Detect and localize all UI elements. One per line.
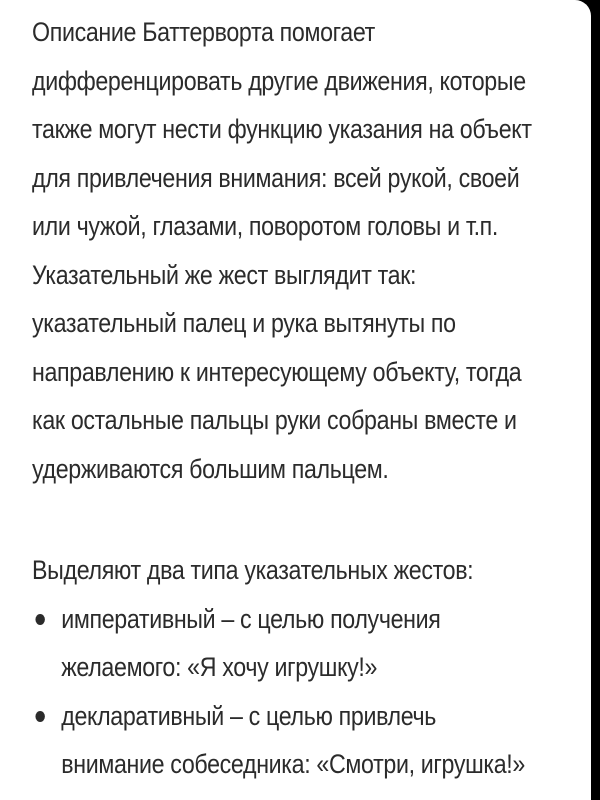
bullet-icon — [35, 711, 44, 722]
paragraph-spacer — [32, 493, 591, 546]
text-line: направлению к интересующему объекту, тогда — [32, 356, 522, 387]
text-line: или чужой, глазами, поворотом головы и т.п. — [32, 211, 499, 241]
paragraph-gesture-types — [32, 546, 565, 789]
text-line: Указательный же жест выглядит так: — [32, 259, 417, 290]
bullet-icon — [35, 614, 44, 625]
text-line: указательный палец и рука вытянуты по — [32, 308, 456, 338]
list-item-line: декларативный – с целью привлечь — [61, 700, 437, 731]
list-item-line: желаемого: «Я хочу игрушку!» — [61, 652, 378, 682]
text-line: удерживаются большим пальцем. — [32, 453, 389, 484]
list-item-declarative — [32, 692, 565, 789]
text-line: как остальные пальцы руки собраны вместе и — [32, 405, 517, 435]
list-intro: Выделяют два типа указательных жестов: — [32, 555, 474, 585]
list-item-line: внимание собеседника: «Смотри, игрушка!» — [61, 749, 525, 779]
list-item-imperative — [32, 595, 565, 692]
text-line: также могут нести функцию указания на объект — [32, 114, 532, 144]
list-item-line: императивный – с целью получения — [61, 603, 441, 634]
gesture-type-list — [32, 595, 565, 789]
paragraph-butterworth-description — [32, 8, 565, 493]
text-line: для привлечения внимания: всей рукой, своей — [32, 162, 520, 193]
text-line: дифференцировать другие движения, которые — [32, 65, 526, 96]
text-line: Описание Баттерворта помогает — [32, 17, 375, 47]
